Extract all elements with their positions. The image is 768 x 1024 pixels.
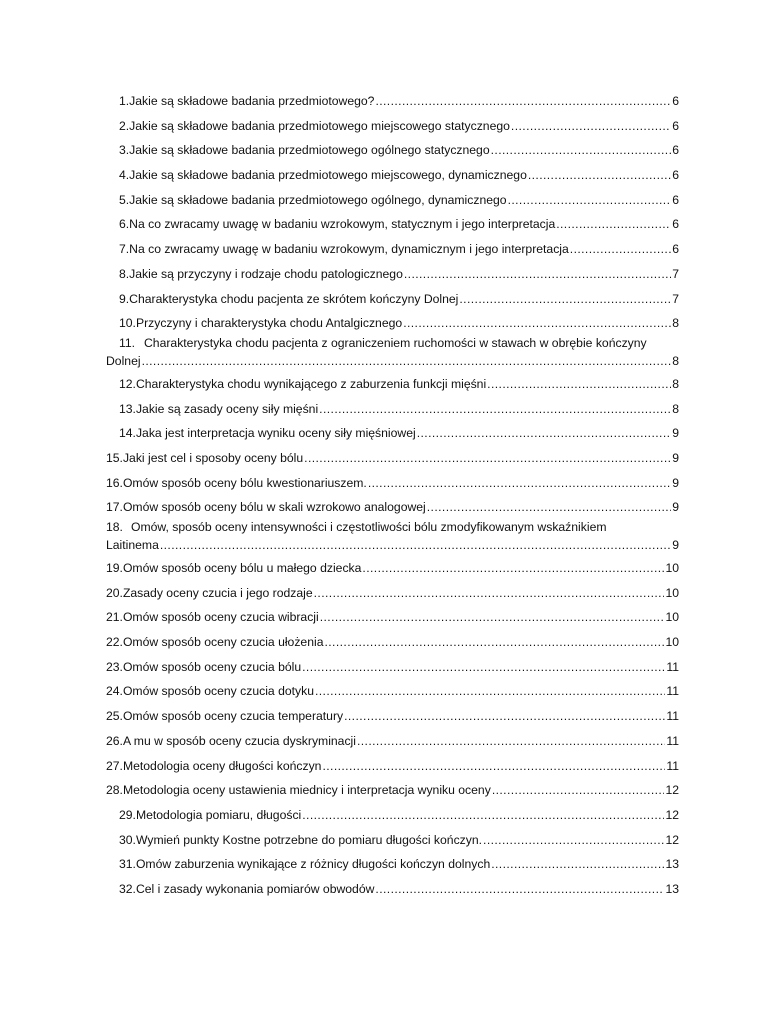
toc-dot-leader xyxy=(322,758,665,774)
toc-dot-leader xyxy=(459,291,671,307)
toc-dot-leader xyxy=(491,142,672,158)
toc-entry-number: 31. xyxy=(119,857,136,872)
toc-entry[interactable] xyxy=(0,420,768,445)
toc-entry-title: Przyczyny i charakterystyka chodu Antalgicznego xyxy=(135,316,403,331)
toc-entry[interactable] xyxy=(0,678,768,703)
toc-entry-page: 10 xyxy=(665,610,679,625)
toc-dot-leader xyxy=(556,216,671,232)
toc-entry-line xyxy=(119,315,679,331)
toc-entry[interactable] xyxy=(0,604,768,629)
toc-entry[interactable] xyxy=(0,654,768,679)
toc-dot-leader xyxy=(487,376,671,392)
toc-entry-number: 2. xyxy=(119,118,130,133)
toc-entry-line xyxy=(119,881,679,897)
toc-entry-title: Zasady oceny czucia i jego rodzaje xyxy=(122,585,313,600)
toc-entry-page: 8 xyxy=(672,376,679,391)
toc-dot-leader xyxy=(427,499,671,515)
toc-entry-page: 8 xyxy=(672,316,679,331)
toc-entry[interactable] xyxy=(0,445,768,470)
toc-entry-line xyxy=(119,401,679,417)
toc-entry-line xyxy=(106,450,679,466)
toc-entry-number: 28. xyxy=(106,783,123,798)
toc-dot-leader xyxy=(344,708,665,724)
toc-dot-leader xyxy=(324,634,664,650)
toc-entry-number: 20. xyxy=(106,585,123,600)
toc-dot-leader xyxy=(357,733,665,749)
toc-entry-title-continued: Dolnej xyxy=(106,353,141,368)
toc-entry-line xyxy=(119,291,679,307)
toc-entry-line xyxy=(119,266,679,282)
toc-entry-page: 12 xyxy=(665,832,679,847)
toc-entry-line xyxy=(119,807,679,823)
toc-entry-title: Omów sposób oceny czucia dotyku xyxy=(122,684,314,699)
toc-entry-number: 5. xyxy=(119,192,130,207)
toc-entry-page: 11 xyxy=(666,659,679,674)
toc-entry-line xyxy=(119,142,679,158)
toc-entry-line xyxy=(119,856,679,872)
toc-entry-page: 12 xyxy=(665,783,679,798)
toc-entry-page: 7 xyxy=(672,266,679,281)
toc-dot-leader xyxy=(368,475,671,491)
toc-entry-title: Omów sposób oceny bólu u małego dziecka xyxy=(122,561,362,575)
toc-entry[interactable] xyxy=(0,113,768,138)
toc-entry-title: Metodologia oceny ustawienia miednicy i interpretacja wyniku oceny xyxy=(122,783,491,798)
toc-entry[interactable] xyxy=(0,162,768,187)
toc-entry[interactable] xyxy=(0,494,768,519)
toc-entry-line xyxy=(106,708,679,724)
toc-entry-number: 27. xyxy=(106,758,123,773)
toc-entry-title: Omów sposób oceny bólu kwestionariuszem. xyxy=(122,475,367,490)
toc-entry-number: 16. xyxy=(106,475,123,490)
toc-entry-number: 1. xyxy=(119,94,130,108)
toc-entry-title: Omów sposób oceny czucia wibracji xyxy=(122,610,319,625)
toc-entry-page: 10 xyxy=(665,561,679,575)
toc-entry-line xyxy=(119,241,679,257)
toc-entry-page: 13 xyxy=(665,857,679,872)
toc-entry-page: 8 xyxy=(672,401,679,416)
toc-entry-title: Jakie są składowe badania przedmiotowego? xyxy=(129,94,375,108)
toc-entry[interactable] xyxy=(0,261,768,286)
toc-entry-number: 8. xyxy=(119,266,130,281)
toc-entry-number: 13. xyxy=(119,401,136,416)
toc-entry[interactable] xyxy=(0,470,768,495)
toc-entry-title: Cel i zasady wykonania pomiarów obwodów xyxy=(135,881,375,896)
toc-entry-page: 10 xyxy=(665,585,679,600)
toc-dot-leader xyxy=(304,450,671,466)
toc-entry-line xyxy=(106,519,679,535)
toc-entry-number: 25. xyxy=(106,709,123,724)
toc-entry-title: Wymień punkty Kostne potrzebne do pomiaru długości kończyn. xyxy=(135,832,483,847)
toc-dot-leader xyxy=(491,856,664,872)
toc-entry-page: 12 xyxy=(665,807,679,822)
toc-entry-line xyxy=(119,118,679,134)
toc-entry[interactable] xyxy=(0,851,768,876)
toc-entry[interactable] xyxy=(0,137,768,162)
toc-entry-page: 9 xyxy=(672,450,679,465)
toc-entry[interactable] xyxy=(0,396,768,421)
toc-entry-line xyxy=(119,832,679,848)
toc-entry-title: Omów sposób oceny czucia ułożenia xyxy=(122,635,324,650)
toc-entry[interactable] xyxy=(0,777,768,802)
table-of-contents xyxy=(0,88,768,901)
toc-dot-leader xyxy=(302,659,665,675)
toc-entry-page: 11 xyxy=(666,733,679,748)
toc-entry[interactable] xyxy=(0,703,768,728)
toc-entry-title: Metodologia pomiaru, długości xyxy=(135,807,302,822)
toc-entry-line xyxy=(106,499,679,515)
toc-entry-line xyxy=(119,376,679,392)
toc-entry-page: 9 xyxy=(672,538,679,552)
toc-entry-number: 6. xyxy=(119,217,130,232)
toc-entry-page: 9 xyxy=(672,500,679,515)
toc-dot-leader xyxy=(375,881,664,897)
toc-dot-leader xyxy=(528,167,671,183)
toc-entry-line xyxy=(106,683,679,699)
toc-entry-number: 3. xyxy=(119,143,130,158)
toc-entry-line xyxy=(119,167,679,183)
toc-entry-number: 12. xyxy=(119,376,136,391)
toc-entry-title: Na co zwracamy uwagę w badaniu wzrokowym, dynamicznym i jego interpretacja xyxy=(129,242,569,257)
toc-entry-page: 7 xyxy=(672,291,679,306)
toc-entry-page: 9 xyxy=(672,475,679,490)
toc-entry-title: Charakterystyka chodu pacjenta ze skrótem kończyny Dolnej xyxy=(129,291,459,306)
toc-entry-line xyxy=(106,733,679,749)
toc-entry-number: 32. xyxy=(119,881,136,896)
toc-entry-page: 8 xyxy=(672,353,679,368)
toc-entry-number: 10. xyxy=(119,316,136,331)
toc-entry-line xyxy=(106,782,679,798)
toc-entry[interactable] xyxy=(0,286,768,311)
toc-dot-leader xyxy=(483,832,664,848)
toc-entry-number: 30. xyxy=(119,832,136,847)
toc-entry-title: Jakie są składowe badania przedmiotowego miejscowego statycznego xyxy=(129,118,510,133)
toc-entry-title: A mu w sposób oceny czucia dyskryminacji xyxy=(122,733,356,748)
toc-entry-page: 11 xyxy=(666,709,679,724)
toc-entry-line xyxy=(106,537,679,553)
toc-entry[interactable] xyxy=(0,211,768,236)
toc-dot-leader xyxy=(508,192,672,208)
toc-entry-line xyxy=(106,609,679,625)
toc-entry-line xyxy=(106,659,679,675)
toc-entry-number: 24. xyxy=(106,684,123,699)
toc-entry[interactable] xyxy=(0,187,768,212)
toc-entry[interactable] xyxy=(0,236,768,261)
toc-entry-line xyxy=(106,353,679,369)
toc-entry-line xyxy=(119,335,679,351)
toc-entry-page: 13 xyxy=(665,881,679,896)
toc-entry-line xyxy=(106,475,679,491)
toc-entry-number: 7. xyxy=(119,242,130,257)
toc-entry[interactable] xyxy=(0,519,768,555)
toc-entry-line xyxy=(119,192,679,208)
toc-entry-number: 23. xyxy=(106,659,123,674)
toc-dot-leader xyxy=(570,241,671,257)
toc-entry-title: Jakie są składowe badania przedmiotowego miejscowego, dynamicznego xyxy=(129,168,527,183)
toc-dot-leader xyxy=(403,315,671,331)
toc-dot-leader xyxy=(142,353,672,369)
toc-entry-number: 29. xyxy=(119,807,136,822)
toc-entry-line xyxy=(106,560,679,576)
toc-entry-page: 6 xyxy=(672,242,679,257)
toc-entry[interactable] xyxy=(0,555,768,580)
toc-entry-title: Na co zwracamy uwagę w badaniu wzrokowym, statycznym i jego interpretacja xyxy=(129,217,556,232)
toc-entry-title: Jakie są składowe badania przedmiotowego ogólnego, dynamicznego xyxy=(129,192,507,207)
toc-entry-page: 6 xyxy=(672,94,679,108)
toc-dot-leader xyxy=(375,93,671,109)
toc-entry-title: Omów sposób oceny czucia temperatury xyxy=(122,709,344,724)
toc-dot-leader xyxy=(362,560,664,576)
toc-entry-page: 6 xyxy=(672,192,679,207)
toc-entry-line xyxy=(106,758,679,774)
toc-dot-leader xyxy=(417,425,672,441)
toc-entry-number: 22. xyxy=(106,635,123,650)
toc-entry-number: 26. xyxy=(106,733,123,748)
toc-entry-title: Metodologia oceny długości kończyn xyxy=(122,758,322,773)
toc-entry[interactable] xyxy=(0,580,768,605)
toc-entry-title: Omów, sposób oceny intensywności i częstotliwości bólu zmodyfikowanym wskaźnikiem xyxy=(131,520,607,534)
toc-entry-title: Jakie są przyczyny i rodzaje chodu patologicznego xyxy=(129,266,403,281)
toc-entry[interactable] xyxy=(0,753,768,778)
toc-entry-title: Jakie są zasady oceny siły mięśni xyxy=(135,401,319,416)
toc-dot-leader xyxy=(320,609,665,625)
toc-entry-number: 4. xyxy=(119,168,130,183)
toc-entry-line xyxy=(106,634,679,650)
toc-entry[interactable] xyxy=(0,371,768,396)
toc-dot-leader xyxy=(302,807,664,823)
toc-dot-leader xyxy=(511,118,671,134)
toc-entry[interactable] xyxy=(0,629,768,654)
toc-dot-leader xyxy=(492,782,665,798)
toc-entry-title: Omów zaburzenia wynikające z różnicy długości kończyn dolnych xyxy=(135,857,491,872)
toc-entry-title: Jaka jest interpretacja wyniku oceny siły mięśniowej xyxy=(135,426,416,441)
toc-entry-number: 21. xyxy=(106,610,123,625)
toc-dot-leader xyxy=(160,537,671,553)
toc-dot-leader xyxy=(404,266,671,282)
toc-entry[interactable] xyxy=(0,335,768,371)
toc-entry[interactable] xyxy=(0,88,768,113)
toc-entry-line xyxy=(119,93,679,109)
toc-entry-number: 9. xyxy=(119,291,130,306)
toc-entry[interactable] xyxy=(0,728,768,753)
toc-entry-page: 9 xyxy=(672,426,679,441)
toc-dot-leader xyxy=(315,683,665,699)
toc-entry-page: 6 xyxy=(672,217,679,232)
toc-entry-title: Jaki jest cel i sposoby oceny bólu xyxy=(122,450,304,465)
toc-entry-page: 6 xyxy=(672,168,679,183)
toc-entry-line xyxy=(119,216,679,232)
toc-entry-number: 14. xyxy=(119,426,136,441)
toc-entry-title: Charakterystyka chodu wynikającego z zaburzenia funkcji mięśni xyxy=(135,376,487,391)
toc-entry-page: 11 xyxy=(666,684,679,699)
toc-entry-title: Charakterystyka chodu pacjenta z ograniczeniem ruchomości w stawach w obrębie kończyny xyxy=(144,335,647,350)
toc-entry[interactable] xyxy=(0,310,768,335)
toc-entry-title: Omów sposób oceny czucia bólu xyxy=(122,659,302,674)
toc-dot-leader xyxy=(314,585,665,601)
toc-entry-title-continued: Laitinema xyxy=(106,538,159,552)
toc-entry-title: Jakie są składowe badania przedmiotowego ogólnego statycznego xyxy=(129,143,490,158)
toc-entry-number: 17. xyxy=(106,500,123,515)
toc-entry-number: 15. xyxy=(106,450,123,465)
toc-entry-line xyxy=(106,585,679,601)
toc-entry-page: 6 xyxy=(672,118,679,133)
toc-entry-page: 6 xyxy=(672,143,679,158)
toc-entry-page: 11 xyxy=(666,758,679,773)
toc-entry[interactable] xyxy=(0,802,768,827)
toc-entry-page: 10 xyxy=(665,635,679,650)
toc-dot-leader xyxy=(319,401,671,417)
toc-entry-line xyxy=(119,425,679,441)
toc-entry-number: 11. xyxy=(119,335,136,350)
toc-entry-number: 18. xyxy=(106,520,123,534)
toc-entry-number: 19. xyxy=(106,561,123,575)
toc-entry-title: Omów sposób oceny bólu w skali wzrokowo analogowej xyxy=(122,500,426,515)
toc-entry[interactable] xyxy=(0,827,768,852)
toc-entry[interactable] xyxy=(0,876,768,901)
